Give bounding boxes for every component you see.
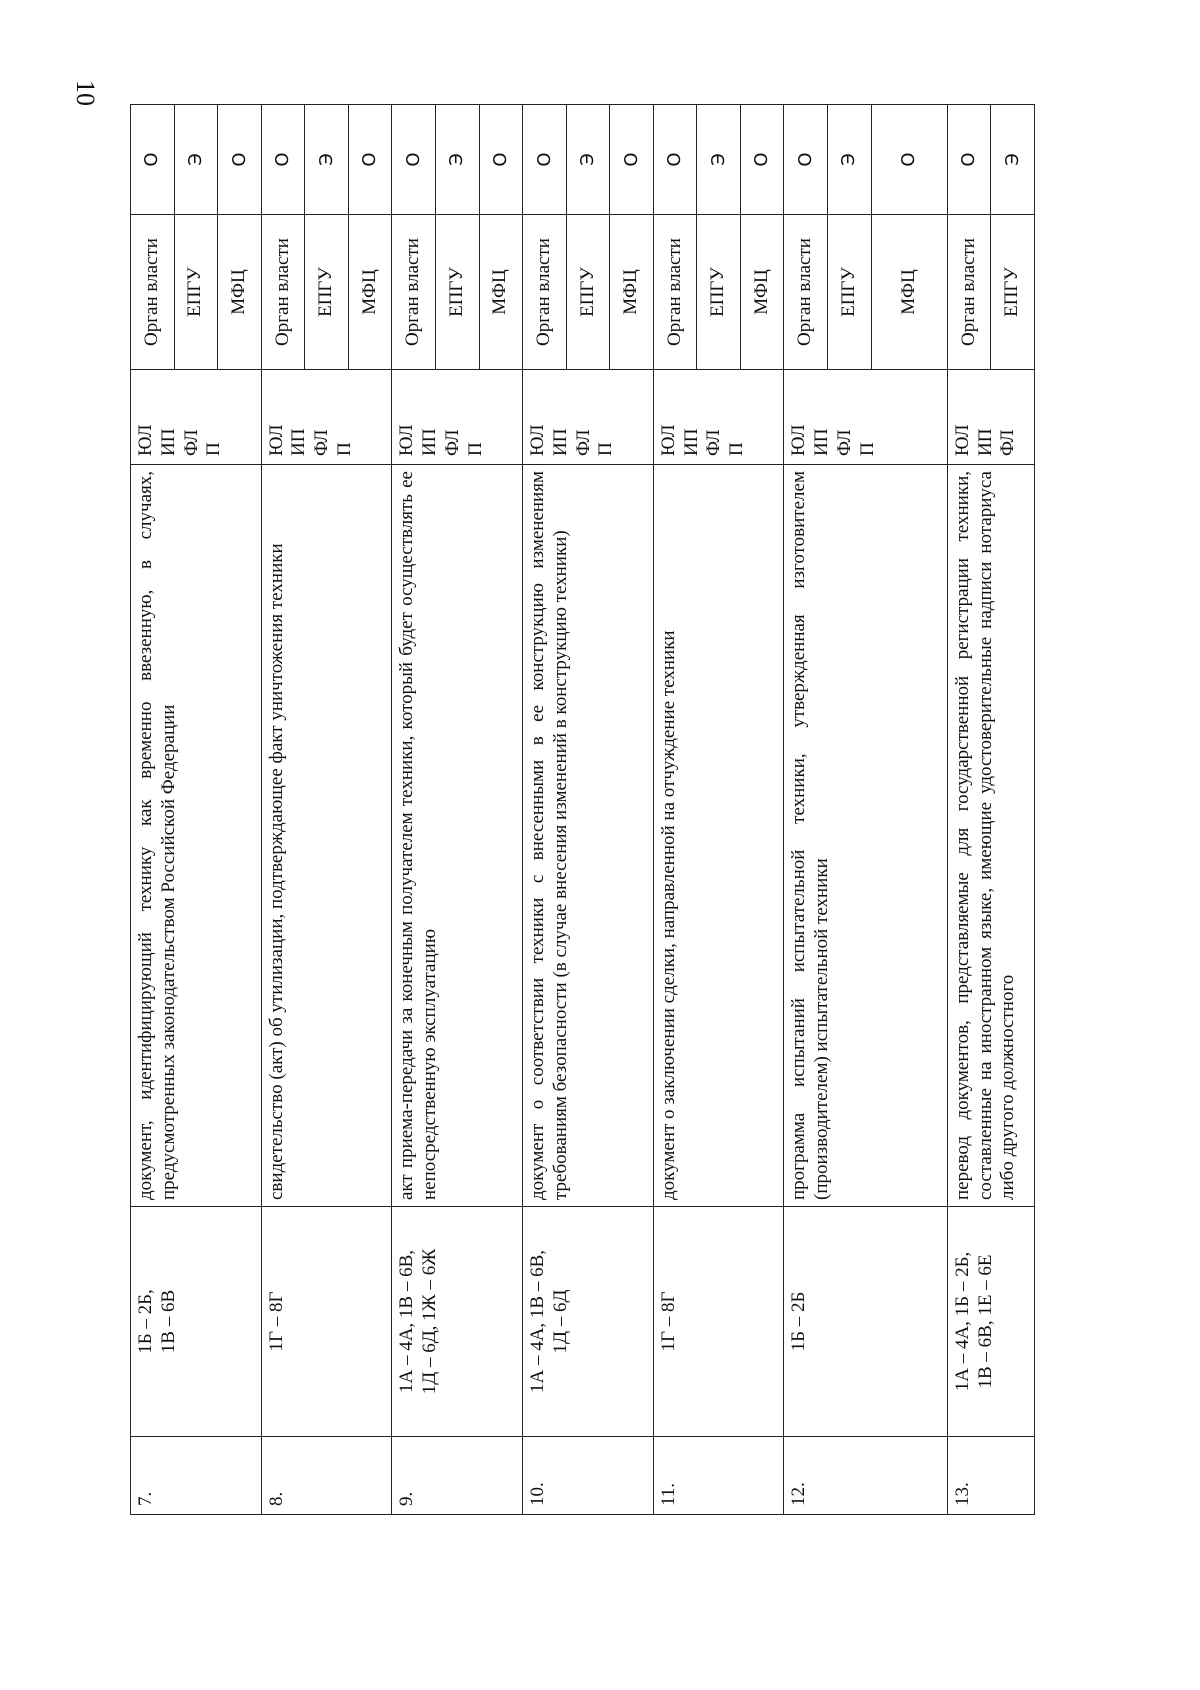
category-range-line: 1Б – 2Б,	[135, 1289, 156, 1354]
page-number: 10	[71, 80, 100, 106]
row-number: 7.	[131, 1437, 262, 1515]
applicant-type: ИП	[288, 428, 310, 456]
document-description: акт приема-передачи за конечным получателем техники, который будет осуществлять ее непосредственную эксплуатацию	[392, 465, 523, 1207]
applicant-type: П	[726, 442, 748, 456]
document-form: О	[871, 105, 947, 215]
category-range-line: 1А – 4А, 1Б – 2Б,	[951, 1251, 973, 1392]
applicant-type: ИП	[419, 428, 441, 456]
document-form: Э	[828, 105, 872, 215]
submission-channel: Орган власти	[947, 215, 991, 370]
applicant-type: ИП	[549, 428, 571, 456]
category-range	[784, 1207, 947, 1437]
submission-channel: ЕПГУ	[305, 215, 349, 370]
document-form: Э	[566, 105, 610, 215]
category-range	[947, 1207, 1034, 1437]
document-form: Э	[991, 105, 1035, 215]
applicant-type: ИП	[974, 428, 996, 456]
applicant-type: ФЛ	[441, 429, 463, 456]
applicant-type: ФЛ	[572, 429, 594, 456]
row-number: 8.	[261, 1437, 392, 1515]
submission-channel: Орган власти	[784, 215, 828, 370]
category-range-line: 1Г – 8Г	[657, 1291, 679, 1352]
applicant-type: ФЛ	[311, 429, 333, 456]
document-description: документ о заключении сделки, направленной на отчуждение техники	[653, 465, 784, 1207]
document-form: О	[784, 105, 828, 215]
submission-channel: Орган власти	[261, 215, 305, 370]
document-form: О	[740, 105, 784, 215]
document-description: свидетельство (акт) об утилизации, подтверждающее факт уничтожения техники	[261, 465, 392, 1207]
document-form: О	[523, 105, 567, 215]
submission-channel: МФЦ	[479, 215, 523, 370]
category-range	[653, 1207, 784, 1437]
submission-channel: Орган власти	[653, 215, 697, 370]
applicant-type: П	[856, 442, 878, 456]
submission-channel: ЕПГУ	[566, 215, 610, 370]
category-range-line: 1А – 4А, 1В – 6В,	[527, 1249, 549, 1394]
applicant-types	[261, 370, 392, 465]
applicant-type: ЮЛ	[788, 424, 810, 456]
applicant-type: ЮЛ	[951, 424, 973, 456]
document-form: О	[218, 105, 262, 215]
submission-channel: ЕПГУ	[174, 215, 218, 370]
table-row	[392, 105, 436, 1515]
category-range-line: 1В – 6В, 1Е – 6Е	[974, 1254, 996, 1389]
document-form: О	[392, 105, 436, 215]
applicant-type: П	[203, 442, 225, 456]
rotated-table-container	[130, 105, 1035, 1515]
submission-channel: ЕПГУ	[697, 215, 741, 370]
document-description: программа испытаний испытательной техники, утвержденная изготовителем (производителем) испытательной техники	[784, 465, 947, 1207]
applicant-type: ИП	[157, 428, 179, 456]
document-form: О	[947, 105, 991, 215]
category-range-line: 1Г – 8Г	[265, 1291, 287, 1352]
applicant-type: ЮЛ	[527, 424, 549, 456]
documents-table	[130, 104, 1035, 1515]
document-form: Э	[697, 105, 741, 215]
document-form: О	[348, 105, 392, 215]
category-range	[392, 1207, 523, 1437]
applicant-type: ФЛ	[834, 429, 856, 456]
row-number: 9.	[392, 1437, 523, 1515]
submission-channel: ЕПГУ	[435, 215, 479, 370]
submission-channel: Орган власти	[131, 215, 175, 370]
applicant-type: ФЛ	[180, 429, 202, 456]
document-description: документ, идентифицирующий технику как временно ввезенную, в случаях, предусмотренных законодательством Российской Федерации	[131, 465, 262, 1207]
applicant-type: П	[334, 442, 356, 456]
applicant-type: П	[464, 442, 486, 456]
document-form: О	[261, 105, 305, 215]
document-description: перевод документов, представляемые для государственной регистрации техники, составленные на иностранном языке, имеющие удостоверительные надписи нотариуса либо другого должностного	[947, 465, 1034, 1207]
submission-channel: ЕПГУ	[991, 215, 1035, 370]
table-row	[523, 105, 567, 1515]
document-form: О	[479, 105, 523, 215]
table-row	[653, 105, 697, 1515]
document-form: Э	[305, 105, 349, 215]
submission-channel: Орган власти	[523, 215, 567, 370]
applicant-types	[947, 370, 1034, 465]
submission-channel: МФЦ	[610, 215, 654, 370]
category-range-line: 1В – 6В	[157, 1289, 179, 1354]
applicant-type: ЮЛ	[396, 424, 418, 456]
submission-channel: Орган власти	[392, 215, 436, 370]
row-number: 11.	[653, 1437, 784, 1515]
applicant-type: ИП	[680, 428, 702, 456]
category-range-line: 1Д – 6Д, 1Ж – 6Ж	[419, 1248, 441, 1395]
applicant-types	[392, 370, 523, 465]
applicant-type: ЮЛ	[657, 424, 679, 456]
table-row	[261, 105, 305, 1515]
applicant-types	[653, 370, 784, 465]
document-form: Э	[174, 105, 218, 215]
row-number: 12.	[784, 1437, 947, 1515]
document-form: Э	[435, 105, 479, 215]
document-form: О	[131, 105, 175, 215]
submission-channel: МФЦ	[871, 215, 947, 370]
table-row	[947, 105, 991, 1515]
applicant-types	[523, 370, 654, 465]
applicant-type: ФЛ	[703, 429, 725, 456]
applicant-types	[784, 370, 947, 465]
category-range-line: 1Д – 6Д	[549, 1289, 571, 1354]
table-row	[784, 105, 828, 1515]
applicant-type: П	[595, 442, 617, 456]
applicant-types	[131, 370, 262, 465]
category-range	[131, 1207, 262, 1437]
category-range	[523, 1207, 654, 1437]
applicant-type: ФЛ	[997, 429, 1019, 456]
submission-channel: МФЦ	[740, 215, 784, 370]
applicant-type: ЮЛ	[265, 424, 287, 456]
document-description: документ о соответствии техники с внесенными в ее конструкцию изменениям требованиям безопасности (в случае внесения изменений в конструкцию техники)	[523, 465, 654, 1207]
table-body	[131, 105, 1035, 1515]
row-number: 13.	[947, 1437, 1034, 1515]
category-range	[261, 1207, 392, 1437]
applicant-type: ЮЛ	[135, 424, 156, 456]
document-form: О	[653, 105, 697, 215]
applicant-type: ИП	[811, 428, 833, 456]
row-number: 10.	[523, 1437, 654, 1515]
submission-channel: МФЦ	[348, 215, 392, 370]
category-range-line: 1А – 4А, 1В – 6В,	[396, 1249, 418, 1394]
submission-channel: МФЦ	[218, 215, 262, 370]
category-range-line: 1Б – 2Б	[788, 1291, 810, 1352]
submission-channel: ЕПГУ	[828, 215, 872, 370]
document-form: О	[610, 105, 654, 215]
table-row	[131, 105, 175, 1515]
